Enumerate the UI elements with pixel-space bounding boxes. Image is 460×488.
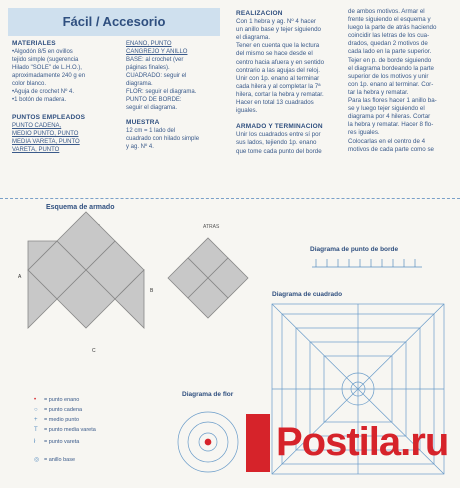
finish-line: que tome cada punto del borde <box>236 147 322 155</box>
detail-line: seguir el diagrama. <box>126 105 178 111</box>
detail-line: ENANO, PUNTO <box>126 41 172 47</box>
realization-line: del mismo se hace desde el <box>236 50 313 58</box>
detail-line: FLOR: seguir el diagrama. <box>126 89 197 95</box>
square-title: Diagrama de cuadrado <box>272 291 343 298</box>
assembly-line: res iguales. <box>348 129 380 137</box>
legend-label: = punto vareta <box>44 439 80 445</box>
realization-line: cada hilera y al completar la 7ª <box>236 82 321 90</box>
sample-line: 12 cm = 1 lado del <box>126 128 176 134</box>
materials-line: Hilado "SOLE" de L.H.O.), <box>12 65 82 71</box>
letter-b-front: B <box>150 288 154 294</box>
legend-label: = punto enano <box>44 397 80 403</box>
assembly-line: coincidir las letras de los cua- <box>348 32 430 40</box>
detail-line: diagrama. <box>126 81 153 87</box>
assembly-line: diagrama por 4 hileras. Cortar <box>348 113 431 121</box>
sample-heading: MUESTRA <box>126 119 160 126</box>
materials-line: tejido simple (sugerencia <box>12 57 79 63</box>
border-title: Diagrama de punto de borde <box>310 246 399 253</box>
assembly-line: Colocarlas en el centro de 4 <box>348 137 426 145</box>
sample-line: y ag. Nº 4. <box>126 144 154 150</box>
finish-line: sus lados, tejiendo 1p. enano <box>236 139 317 147</box>
legend-symbol: T <box>34 427 38 433</box>
materials-line: •1 botón de madera. <box>12 97 67 103</box>
assembly-line: la hebra y rematar. Hacer 8 flo- <box>348 121 434 129</box>
materials-line: •Algodón 8/5 en ovillos <box>12 49 73 55</box>
detail-line: BASE: al crochet (ver <box>126 57 184 63</box>
realization-line: iguales. <box>236 107 258 115</box>
assembly-line: luego la parte de atrás haciendo <box>348 24 437 32</box>
legend-label: = punto cadena <box>44 407 83 413</box>
realization-line: Hacer en total 13 cuadrados <box>236 99 314 107</box>
assembly-line: tar la hebra y rematar. <box>348 88 409 96</box>
materials-line: aproximadamente 240 g en <box>12 73 86 79</box>
finish-heading: ARMADO Y TERMINACION <box>236 123 323 131</box>
realization-line: contrario a las agujas del reloj. <box>236 66 320 74</box>
realization-line: Unir con 1p. enano al terminar <box>236 74 320 82</box>
legend-label: = medio punto <box>44 417 80 423</box>
letter-c-front: C <box>92 348 96 354</box>
back-schema <box>168 238 248 318</box>
border-stitch-row <box>312 259 422 267</box>
assembly-line: frente siguiendo el esquema y <box>348 16 431 24</box>
realization-line: centro hacia afuera y en sentido <box>236 58 325 66</box>
detail-line: CANGREJO Y ANILLO <box>126 49 188 55</box>
stitch-item: VARETA, PUNTO <box>12 147 60 153</box>
legend-symbol: • <box>34 397 37 403</box>
legend-symbol: + <box>34 417 38 423</box>
materials-line: color blanco. <box>12 81 47 87</box>
assembly-line: motivos de cada parte como se <box>348 145 434 153</box>
stitches-heading: PUNTOS EMPLEADOS <box>12 114 86 121</box>
legend-label: = punto media vareta <box>44 427 96 433</box>
flower-title: Diagrama de flor <box>182 391 234 398</box>
legend-label: = anillo base <box>44 457 76 463</box>
assembly-line: se y luego tejer siguiendo el <box>348 105 425 113</box>
realization-line: hilera, cortar la hebra y rematar. <box>236 90 324 98</box>
assembly-title: Esquema de armado <box>46 204 115 211</box>
legend-symbol: ł <box>34 439 36 445</box>
watermark-text: Postila.ru <box>276 420 449 464</box>
assembly-line: el diagrama bordeando la parte <box>348 64 434 72</box>
detail-line: CUADRADO: seguir el <box>126 73 187 79</box>
assembly-line: drados, quedan 2 motivos de <box>348 40 428 48</box>
stitch-legend <box>34 397 97 463</box>
assembly-line: de ambos motivos. Armar el <box>348 8 425 15</box>
stitch-item: MEDIA VARETA, PUNTO <box>12 139 80 145</box>
assembly-line: con 1p. enano al terminar. Cor- <box>348 80 434 88</box>
materials-heading: MATERIALES <box>12 40 56 47</box>
legend-symbol: ◎ <box>34 457 40 463</box>
materials-line: •Aguja de crochet Nº 4. <box>12 89 74 95</box>
detail-line: páginas finales). <box>126 65 170 71</box>
realization-line: Tener en cuenta que la lectura <box>236 42 320 50</box>
page-title: Fácil / Accesorio <box>8 8 220 36</box>
watermark-bar <box>246 414 270 472</box>
finish-line: Unir los cuadrados entre sí por <box>236 131 321 139</box>
assembly-line: superior de los motivos y unir <box>348 72 429 80</box>
assembly-line: Tejer en p. de borde siguiendo <box>348 56 432 64</box>
realization-line: el diagrama. <box>236 34 271 42</box>
legend-symbol: ○ <box>34 407 38 413</box>
flower-crochet-chart <box>178 412 238 472</box>
front-schema <box>28 212 144 328</box>
stitch-item: MEDIO PUNTO, PUNTO <box>12 131 79 137</box>
realization-line: Con 1 hebra y ag. Nº 4 hacer <box>236 18 316 26</box>
realization-line: un anillo base y tejer siguiendo <box>236 26 321 34</box>
assembly-line: Para las flores hacer 1 anillo ba- <box>348 97 437 105</box>
sample-line: cuadrado con hilado simple <box>126 136 200 142</box>
letter-a-front: A <box>18 274 22 280</box>
watermark-logo <box>246 414 458 472</box>
assembly-line: cada lado en la parte superior. <box>348 48 432 56</box>
realization-heading: REALIZACION <box>236 10 283 17</box>
back-label: ATRAS <box>203 224 220 230</box>
stitch-item: PUNTO CADENA, <box>12 123 62 129</box>
detail-line: PUNTO DE BORDE: <box>126 97 182 103</box>
